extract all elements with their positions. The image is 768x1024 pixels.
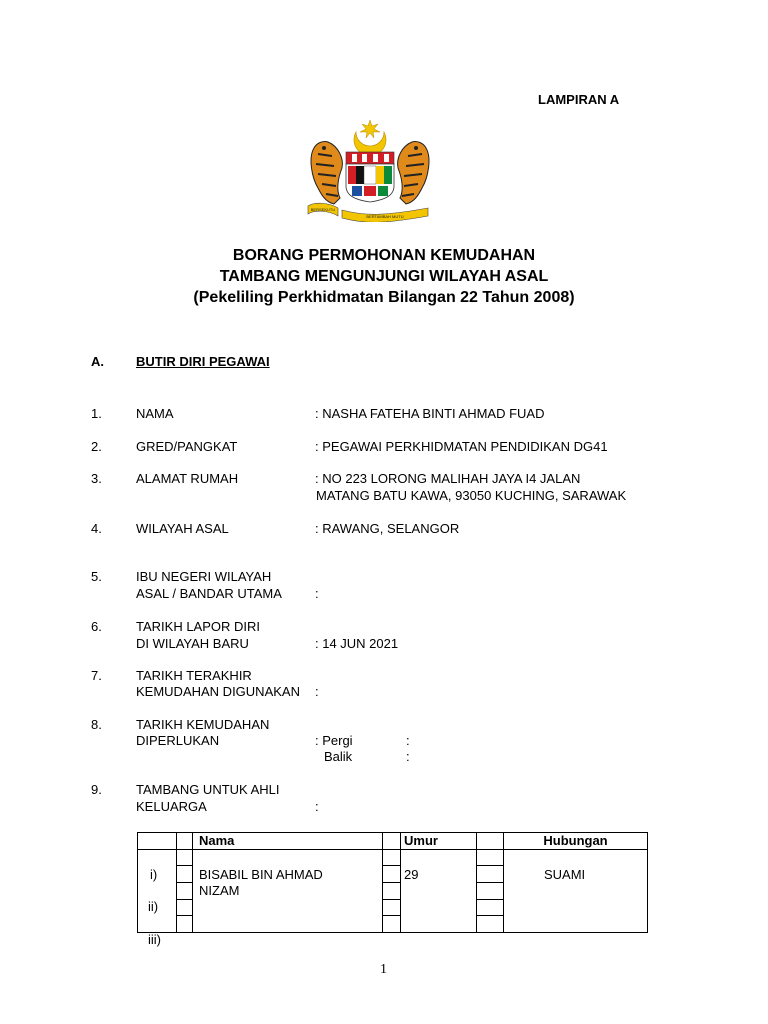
member-name-line2: NIZAM bbox=[199, 883, 240, 898]
item-label-line2: KELUARGA bbox=[136, 799, 207, 814]
section-heading: BUTIR DIRI PEGAWAI bbox=[136, 354, 270, 369]
table-header-row bbox=[138, 833, 648, 850]
table-row bbox=[138, 850, 648, 866]
relation-cell bbox=[504, 850, 648, 933]
age-cell bbox=[401, 850, 477, 933]
item-label: TARIKH KEMUDAHAN bbox=[136, 717, 270, 732]
item-number: 4. bbox=[91, 521, 102, 536]
form-title-line1: BORANG PERMOHONAN KEMUDAHAN bbox=[232, 247, 536, 264]
appendix-label: LAMPIRAN A bbox=[538, 92, 620, 107]
item-number: 7. bbox=[91, 668, 102, 683]
return-date-colon: : bbox=[406, 749, 410, 764]
family-members-table bbox=[137, 832, 648, 947]
coat-of-arms-icon bbox=[304, 118, 436, 222]
go-date-label: : Pergi bbox=[315, 733, 353, 748]
item-number: 2. bbox=[91, 439, 102, 454]
form-title-line3: (Pekeliling Perkhidmatan Bilangan 22 Tahun 2008) bbox=[193, 289, 575, 306]
name-cell bbox=[193, 850, 383, 933]
item-value: : bbox=[315, 799, 319, 814]
item-value: : bbox=[315, 684, 319, 699]
go-date-colon: : bbox=[406, 733, 410, 748]
row-labels-cell bbox=[138, 850, 177, 947]
item-label-line2: DI WILAYAH BARU bbox=[136, 636, 249, 651]
item-number: 1. bbox=[91, 406, 102, 421]
item-label: TARIKH TERAKHIR bbox=[136, 668, 252, 683]
item-label: ALAMAT RUMAH bbox=[136, 471, 239, 486]
item-number: 3. bbox=[91, 471, 102, 486]
motto-left-text: BERSEKUTU bbox=[310, 207, 336, 212]
coat-of-arms-emblem bbox=[304, 118, 436, 222]
item-label: NAMA bbox=[136, 406, 174, 421]
header-relation: Hubungan bbox=[504, 833, 648, 850]
item-value: : bbox=[315, 586, 319, 601]
item-value: : NO 223 LORONG MALIHAH JAYA I4 JALAN bbox=[315, 471, 581, 486]
member-name-line1: BISABIL BIN AHMAD bbox=[199, 867, 323, 882]
row-label: ii) bbox=[148, 899, 159, 914]
item-label-line2: KEMUDAHAN DIGUNAKAN bbox=[136, 684, 300, 699]
form-title-line2: TAMBANG MENGUNJUNGI WILAYAH ASAL bbox=[219, 268, 549, 285]
item-label: TARIKH LAPOR DIRI bbox=[136, 619, 261, 634]
row-label: iii) bbox=[148, 932, 161, 947]
item-value: : 14 JUN 2021 bbox=[315, 636, 399, 651]
item-number: 8. bbox=[91, 717, 102, 732]
header-age: Umur bbox=[401, 833, 477, 850]
item-number: 9. bbox=[91, 782, 102, 797]
item-number: 6. bbox=[91, 619, 102, 634]
item-label: TAMBANG UNTUK AHLI bbox=[136, 782, 280, 797]
return-date-label: Balik bbox=[324, 749, 353, 764]
section-letter: A. bbox=[91, 354, 104, 369]
item-label-line2: ASAL / BANDAR UTAMA bbox=[136, 586, 282, 601]
item-value-line2: MATANG BATU KAWA, 93050 KUCHING, SARAWAK bbox=[316, 488, 627, 503]
motto-right-text: BERTAMBAH MUTU bbox=[366, 214, 404, 219]
item-label: WILAYAH ASAL bbox=[136, 521, 229, 536]
page-number: 1 bbox=[380, 962, 387, 977]
row-label: i) bbox=[150, 867, 158, 882]
item-label-line2: DIPERLUKAN bbox=[136, 733, 220, 748]
member-relation: SUAMI bbox=[544, 867, 586, 882]
item-label: IBU NEGERI WILAYAH bbox=[136, 569, 272, 584]
item-label: GRED/PANGKAT bbox=[136, 439, 238, 454]
item-value: : RAWANG, SELANGOR bbox=[315, 521, 460, 536]
item-value: : PEGAWAI PERKHIDMATAN PENDIDIKAN DG41 bbox=[315, 439, 608, 454]
item-value: : NASHA FATEHA BINTI AHMAD FUAD bbox=[315, 406, 545, 421]
item-number: 5. bbox=[91, 569, 102, 584]
header-name: Nama bbox=[193, 833, 383, 850]
member-age: 29 bbox=[404, 867, 419, 882]
